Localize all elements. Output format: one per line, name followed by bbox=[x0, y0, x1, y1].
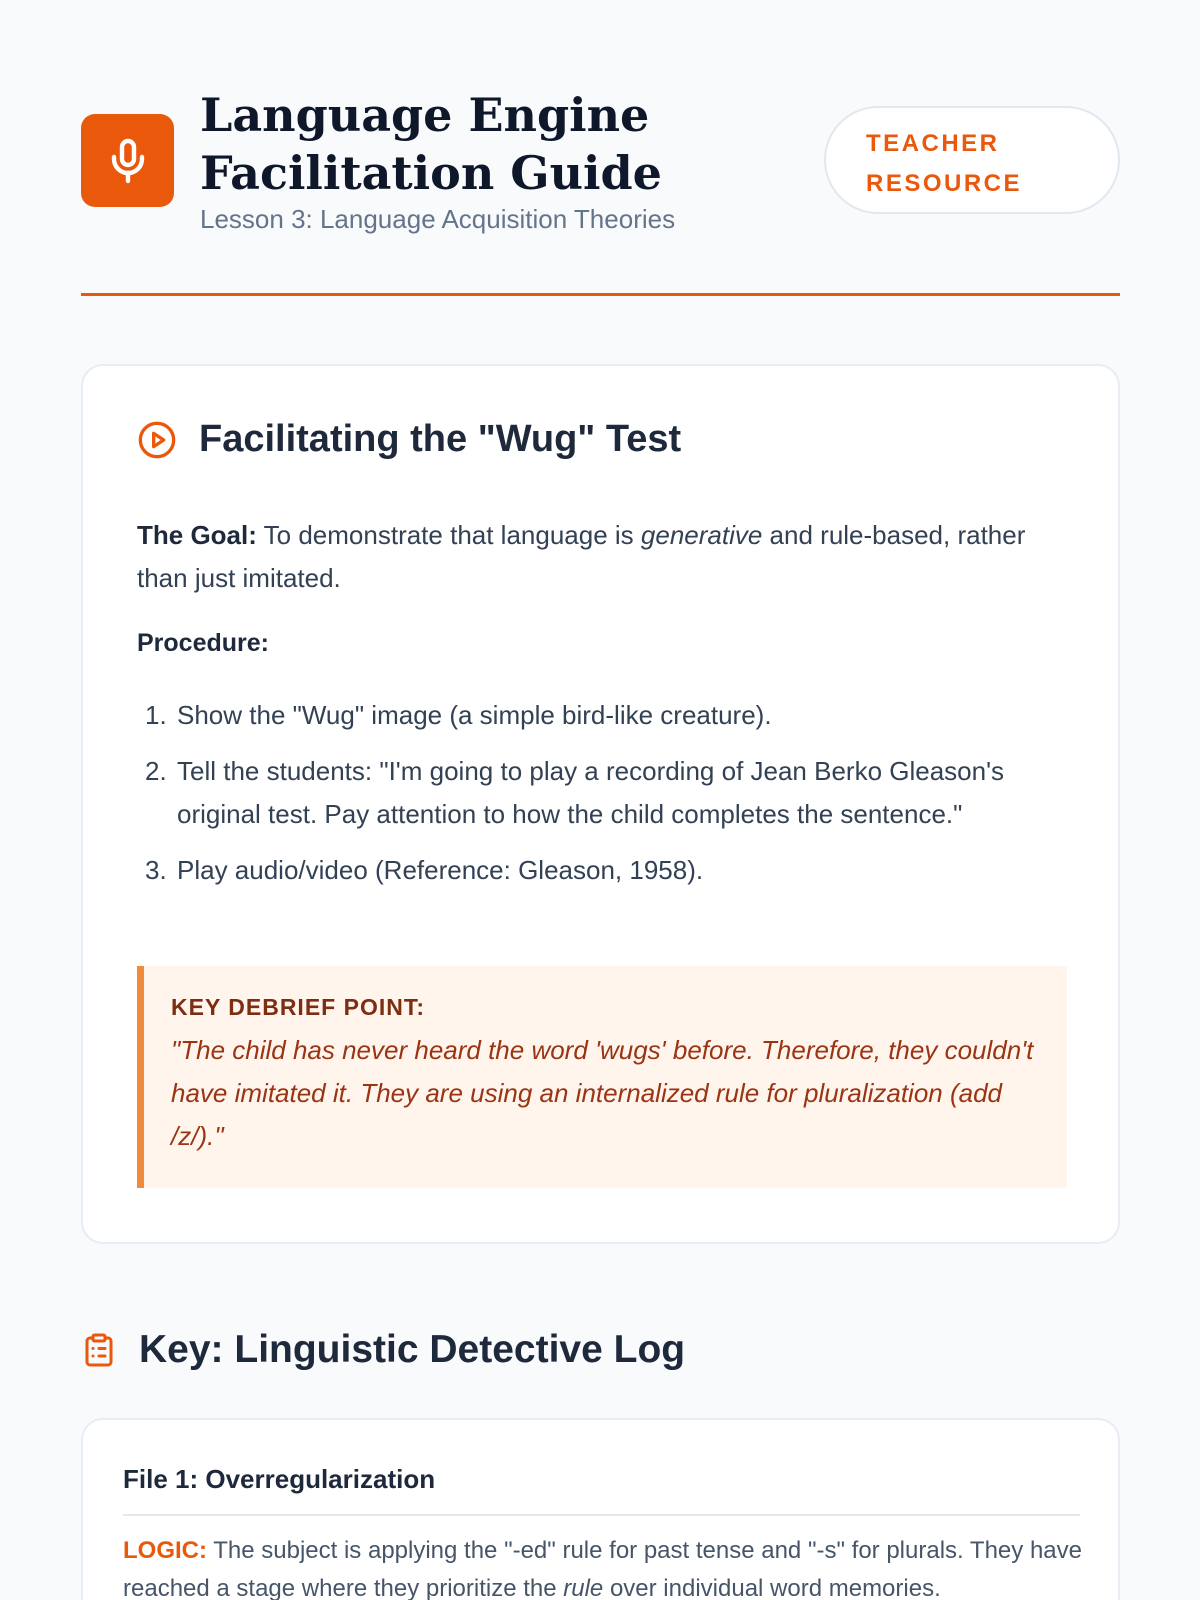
logic-label: LOGIC: bbox=[123, 1537, 207, 1564]
detective-log-heading bbox=[81, 1328, 685, 1372]
goal-label: The Goal: bbox=[137, 520, 257, 550]
debrief-label: KEY DEBRIEF POINT: bbox=[171, 994, 425, 1020]
teacher-resource-badge bbox=[824, 106, 1120, 214]
wug-test-card bbox=[81, 364, 1120, 1244]
step-number: 2. bbox=[145, 756, 167, 786]
microphone-icon bbox=[104, 137, 152, 185]
goal-text-after: and rule-based, rather than just imitated. bbox=[137, 520, 1026, 593]
title-line-2: Facilitation Guide bbox=[200, 146, 662, 200]
page-subtitle: Lesson 3: Language Acquisition Theories bbox=[200, 204, 676, 234]
goal-text-before: To demonstrate that language is bbox=[256, 520, 641, 550]
step-number: 3. bbox=[145, 855, 167, 885]
header bbox=[81, 86, 1120, 246]
step-text: Show the "Wug" image (a simple bird-like creature). bbox=[177, 700, 772, 730]
procedure-step bbox=[137, 694, 1037, 737]
procedure-step bbox=[137, 849, 1037, 892]
file-1-card bbox=[81, 1418, 1120, 1600]
logo bbox=[81, 114, 174, 207]
step-number: 1. bbox=[145, 700, 167, 730]
debrief-quote: "The child has never heard the word 'wugs' before. Therefore, they couldn't have imitated it. They are using an internalized rule for pluralization (add /z/)." bbox=[171, 1035, 1034, 1151]
procedure-label: Procedure: bbox=[137, 629, 269, 657]
wug-card-title bbox=[137, 418, 681, 461]
logic-text-before: The subject is applying the "-ed" rule for past tense and "-s" for plurals. They have reached a stage where they prioritize the bbox=[123, 1537, 1082, 1600]
procedure-step bbox=[137, 750, 1037, 836]
title-line-1: Language Engine bbox=[200, 88, 650, 142]
logic-paragraph bbox=[123, 1532, 1083, 1600]
step-text: Tell the students: "I'm going to play a recording of Jean Berko Gleason's original test. Pay attention to how the child completes the sentence." bbox=[177, 756, 1005, 829]
badge-line-2: RESOURCE bbox=[866, 170, 1023, 197]
page-title bbox=[200, 86, 760, 202]
badge-line-1: TEACHER bbox=[866, 130, 1000, 157]
header-divider bbox=[81, 293, 1120, 296]
step-text: Play audio/video (Reference: Gleason, 1958). bbox=[177, 855, 704, 885]
play-circle-icon bbox=[137, 420, 177, 460]
file-divider bbox=[123, 1514, 1080, 1516]
wug-card-title-text: Facilitating the "Wug" Test bbox=[199, 418, 682, 460]
procedure-steps bbox=[137, 694, 1037, 905]
logic-text-after: over individual word memories. bbox=[603, 1575, 941, 1600]
logic-emphasis: rule bbox=[563, 1575, 604, 1600]
goal-paragraph bbox=[137, 514, 1057, 600]
key-debrief-callout bbox=[137, 966, 1067, 1188]
clipboard-icon bbox=[81, 1330, 117, 1370]
detective-log-title: Key: Linguistic Detective Log bbox=[139, 1328, 686, 1371]
goal-emphasis: generative bbox=[640, 520, 763, 550]
file-1-title: File 1: Overregularization bbox=[123, 1464, 436, 1494]
